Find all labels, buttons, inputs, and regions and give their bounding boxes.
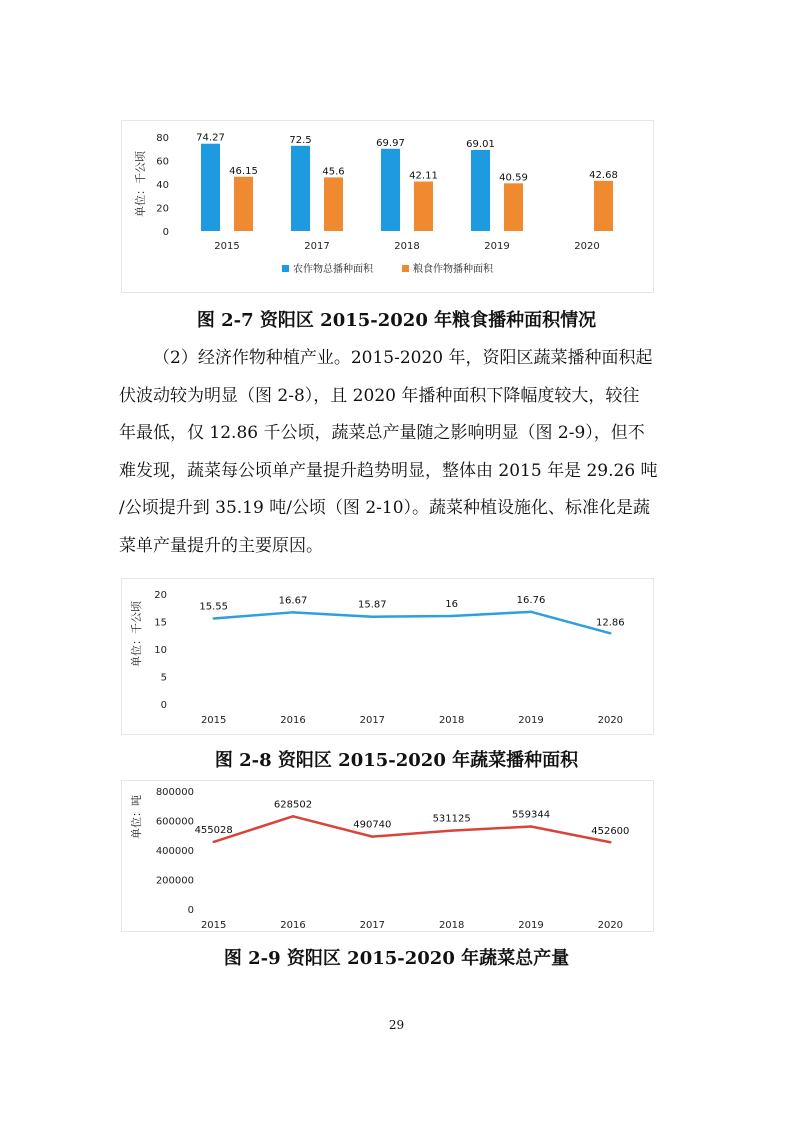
y-axis-label: 单位：千公顷 [130,601,143,667]
y-tick-label: 200000 [155,875,194,887]
x-tick-label: 2019 [518,715,544,726]
x-tick-label: 2018 [438,920,465,931]
data-label: 46.15 [229,165,258,177]
x-tick-label: 2015 [200,920,227,931]
data-point [212,841,214,843]
paragraph-line: 年最低，仅 12.86 千公顷，蔬菜总产量随之影响明显（图 2-9），但不 [119,423,645,443]
legend-label: 农作物总播种面积 [293,264,373,275]
data-point [212,617,214,619]
x-tick-label: 2018 [438,715,465,726]
y-tick-label: 20 [154,590,167,601]
paragraph-line: （2）经济作物种植产业。2015-2020 年，资阳区蔬菜播种面积起 [153,348,653,368]
data-label: 559344 [511,809,551,821]
y-tick-label: 0 [160,700,167,711]
data-point [371,616,373,618]
bar-total-area [291,146,310,231]
y-axis-label: 单位：吨 [130,795,143,839]
data-point [530,611,532,613]
x-tick-label: 2016 [280,715,306,726]
x-tick-label: 2020 [597,715,624,726]
y-tick-label: 400000 [155,846,194,857]
x-tick-label: 2019 [518,920,544,931]
chart-crop-area [121,120,654,293]
x-tick-label: 2018 [394,241,420,252]
body-paragraph [119,340,659,565]
legend-swatch [282,265,289,272]
chart-vegetable-area-svg [122,579,653,734]
y-tick-label: 20 [156,203,169,215]
data-point [609,841,611,843]
data-label: 72.5 [289,134,312,146]
bar-grain-area [234,177,253,231]
data-point [450,615,452,617]
data-label: 452600 [591,826,630,838]
data-label: 74.27 [196,132,225,144]
data-point [371,835,373,837]
data-label: 40.59 [499,172,528,184]
y-tick-label: 0 [162,227,169,238]
chart-vegetable-output [121,780,654,932]
chart-crop-area-svg [122,121,653,292]
data-label: 69.97 [376,137,405,149]
data-point [609,632,611,634]
data-point [292,611,294,613]
bar-grain-area [594,181,613,231]
x-tick-label: 2020 [597,920,624,931]
x-tick-label: 2017 [304,241,330,252]
data-label: 12.86 [596,617,625,629]
y-tick-label: 0 [187,905,194,916]
data-label: 16 [445,599,459,610]
y-tick-label: 10 [154,645,167,656]
data-label: 69.01 [466,138,495,150]
data-label: 45.6 [322,166,345,178]
data-point [530,825,532,827]
page-number: 29 [388,1018,405,1032]
y-axis-label: 单位：千公顷 [134,151,147,217]
figure-2-8-caption: 图 2-8 资阳区 2015-2020 年蔬菜播种面积 [214,750,579,771]
y-tick-label: 5 [160,672,167,684]
paragraph-line: 菜单产量提升的主要原因。 [119,535,323,556]
chart-vegetable-output-svg [122,781,653,931]
x-tick-label: 2020 [574,241,600,252]
bar-grain-area [504,183,523,231]
y-tick-label: 60 [156,156,169,168]
y-tick-label: 800000 [155,787,194,798]
y-tick-label: 600000 [155,816,194,828]
series-line [214,612,611,633]
bar-total-area [471,150,490,231]
figure-2-7-caption: 图 2-7 资阳区 2015-2020 年粮食播种面积情况 [196,310,597,331]
x-tick-label: 2016 [280,920,306,931]
bar-grain-area [324,177,343,231]
data-label: 531125 [432,813,471,825]
data-label: 455028 [194,824,233,836]
data-label: 16.76 [516,594,546,606]
x-tick-label: 2015 [200,715,227,726]
x-tick-label: 2019 [484,241,510,252]
paragraph-line: 难发现，蔬菜每公顷单产量提升趋势明显，整体由 2015 年是 29.26 吨 [119,460,658,481]
x-tick-label: 2017 [359,715,386,726]
data-label: 15.87 [358,599,387,611]
chart-vegetable-area [121,578,654,735]
data-label: 628502 [273,799,313,811]
data-point [450,829,452,831]
x-tick-label: 2017 [359,920,386,931]
data-point [292,815,294,817]
y-tick-label: 15 [154,617,167,629]
data-label: 42.11 [409,170,438,182]
data-label: 15.55 [199,601,228,613]
paragraph-line: 伏波动较为明显（图 2-8），且 2020 年播种面积下降幅度较大，较往 [119,385,640,406]
x-tick-label: 2015 [214,241,240,252]
bar-grain-area [414,182,433,231]
data-label: 42.68 [589,169,618,181]
y-tick-label: 40 [156,180,169,191]
legend-label: 粮食作物播种面积 [413,264,493,275]
y-tick-label: 80 [156,133,169,144]
paragraph-line: /公顷提升到 35.19 吨/公顷（图 2-10）。蔬菜种植设施化、标准化是蔬 [119,498,651,518]
bar-total-area [381,149,400,231]
data-label: 490740 [353,819,392,831]
legend-swatch [402,265,409,272]
figure-2-9-caption: 图 2-9 资阳区 2015-2020 年蔬菜总产量 [223,948,570,969]
data-label: 16.67 [278,595,308,607]
bar-total-area [201,144,220,231]
